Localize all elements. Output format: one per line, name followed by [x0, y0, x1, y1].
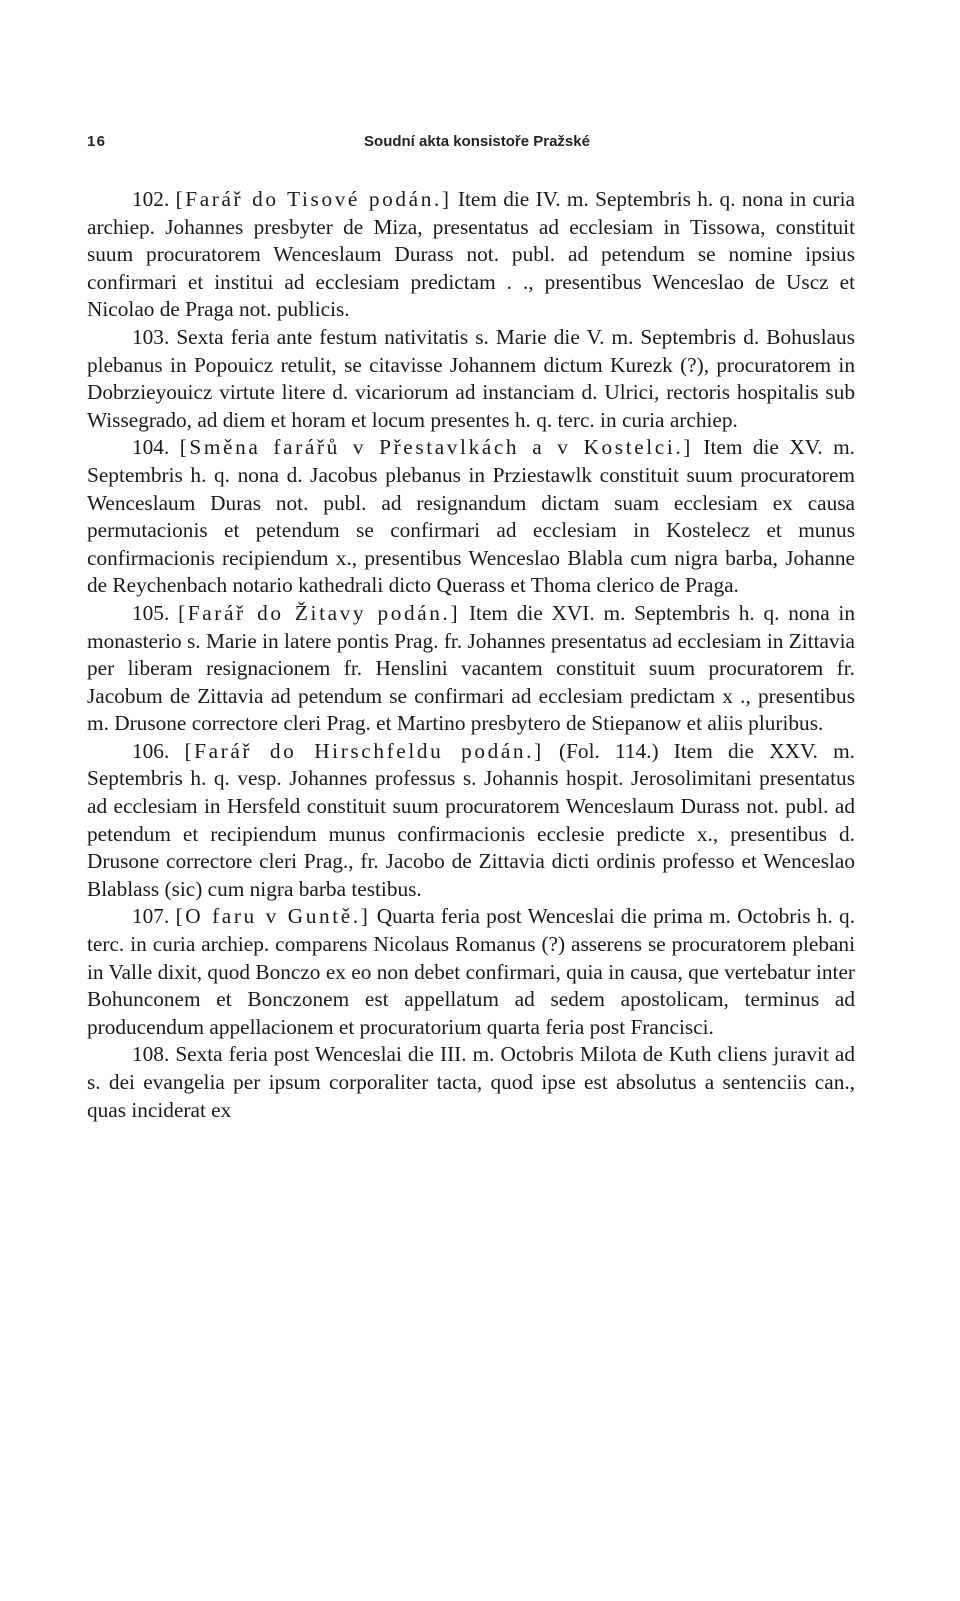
entry-number: 103.: [132, 324, 170, 349]
entry-heading: [Farář do Tisové podán.]: [175, 187, 452, 211]
page-number: 1 6: [87, 133, 105, 150]
entry-number: 107.: [132, 904, 170, 929]
entry-heading: [Farář do Hirschfeldu podán.]: [184, 738, 544, 763]
entry-number: 104.: [132, 435, 170, 460]
entry-102: [87, 186, 855, 324]
entry-107: [87, 903, 855, 1041]
entry-108: [87, 1041, 855, 1124]
entry-text: Quarta feria post Wenceslai die prima m. Octobris h. q. terc. in curia archiep. comparens Nicolaus Romanus (?) asserens se procuratorem plebani in Valle dixit, quod Bonczo ex eo non debet confirmari, quia in causa, que vertebatur inter Bohunconem et Bonczonem est appellatum ad sedem apostolicam, terminus ad producendum appellacionem et procuratorium quarta feria post Francisci.: [87, 904, 856, 1039]
entry-text: Sexta feria post Wenceslai die III. m. Octobris Milota de Kuth cliens juravit ad s. dei evangelia per ipsum corporaliter tacta, quod ipse est absolutus a sentenciis can., quas inciderat ex: [87, 1042, 855, 1122]
entry-number: 102.: [132, 187, 170, 211]
entry-105: [87, 600, 855, 738]
entry-103: [87, 324, 855, 434]
entry-text: (Fol. 114.) Item die XXV. m. Septembris h. q. vesp. Johannes professus s. Johannis hospit. Jerosolimitani presentatus ad ecclesiam in Hersfeld constituit suum procuratorem Wenceslaum Durass not. publ. ad petendum et recipiendum munus confirmacionis ecclesie predicte x., presentibus d. Drusone correctore cleri Prag., fr. Jacobo de Zittavia dicti ordinis professo et Wenceslao Blablass (sic) cum nigra barba testibus.: [87, 738, 856, 901]
entry-106: [87, 738, 855, 904]
entry-heading: [Farář do Žitavy podán.]: [178, 600, 461, 625]
entry-text: Item die XV. m. Septembris h. q. nona d. Jacobus plebanus in Prziestawlk constituit suum procuratorem Wenceslaum Duras not. publ. ad resignandum dictam suam ecclesiam ex causa permutacionis et petendum se confirmari ad ecclesiam in Kostelecz et munus confirmacionis recipiendum x., presentibus Wenceslao Blabla cum nigra barba, Johanne de Reychenbach notario kathedrali dicto Querass et Thoma clerico de Praga.: [87, 435, 855, 598]
entry-heading: [O faru v Guntě.]: [175, 904, 371, 929]
entry-text: Sexta feria ante festum nativitatis s. Marie die V. m. Septembris d. Bohuslaus plebanus in Popouicz retulit, se citavisse Johannem dictum Kurezk (?), procuratorem in Dobrzieyouicz virtute litere d. vicariorum ad instanciam d. Ulrici, rectoris hospitalis sub Wissegrado, ad diem et horam et locum presentes h. q. terc. in curia archiep.: [87, 324, 855, 432]
page-header: [87, 133, 867, 157]
entry-number: 108.: [132, 1042, 170, 1067]
entry-number: 106.: [132, 738, 170, 763]
running-title: Soudní akta konsistoře Pražské: [364, 133, 590, 150]
entry-104: [87, 434, 855, 600]
document-body: [87, 186, 855, 1124]
entry-text: Item die IV. m. Septembris h. q. nona in curia archiep. Johannes presbyter de Miza, presentatus ad ecclesiam in Tissowa, constituit suum procuratorem Wenceslaum Durass not. publ. ad petendum se nomine ipsius confirmari et institui ad ecclesiam predictam . ., presentibus Wenceslao de Uscz et Nicolao de Praga not. publicis.: [87, 187, 856, 322]
entry-number: 105.: [132, 600, 170, 625]
entry-heading: [Směna farářů v Přestavlkách a v Kostelci.]: [179, 435, 693, 460]
entry-text: Item die XVI. m. Septembris h. q. nona in monasterio s. Marie in latere pontis Prag. fr. Johannes presentatus ad ecclesiam in Zittavia per liberam resignacionem fr. Henslini vacantem constituit suum procuratorem fr. Jacobum de Zittavia ad petendum se confirmari ad ecclesiam predictam x ., presentibus m. Drusone correctore cleri Prag. et Martino presbytero de Stiepanow et aliis pluribus.: [87, 600, 856, 736]
